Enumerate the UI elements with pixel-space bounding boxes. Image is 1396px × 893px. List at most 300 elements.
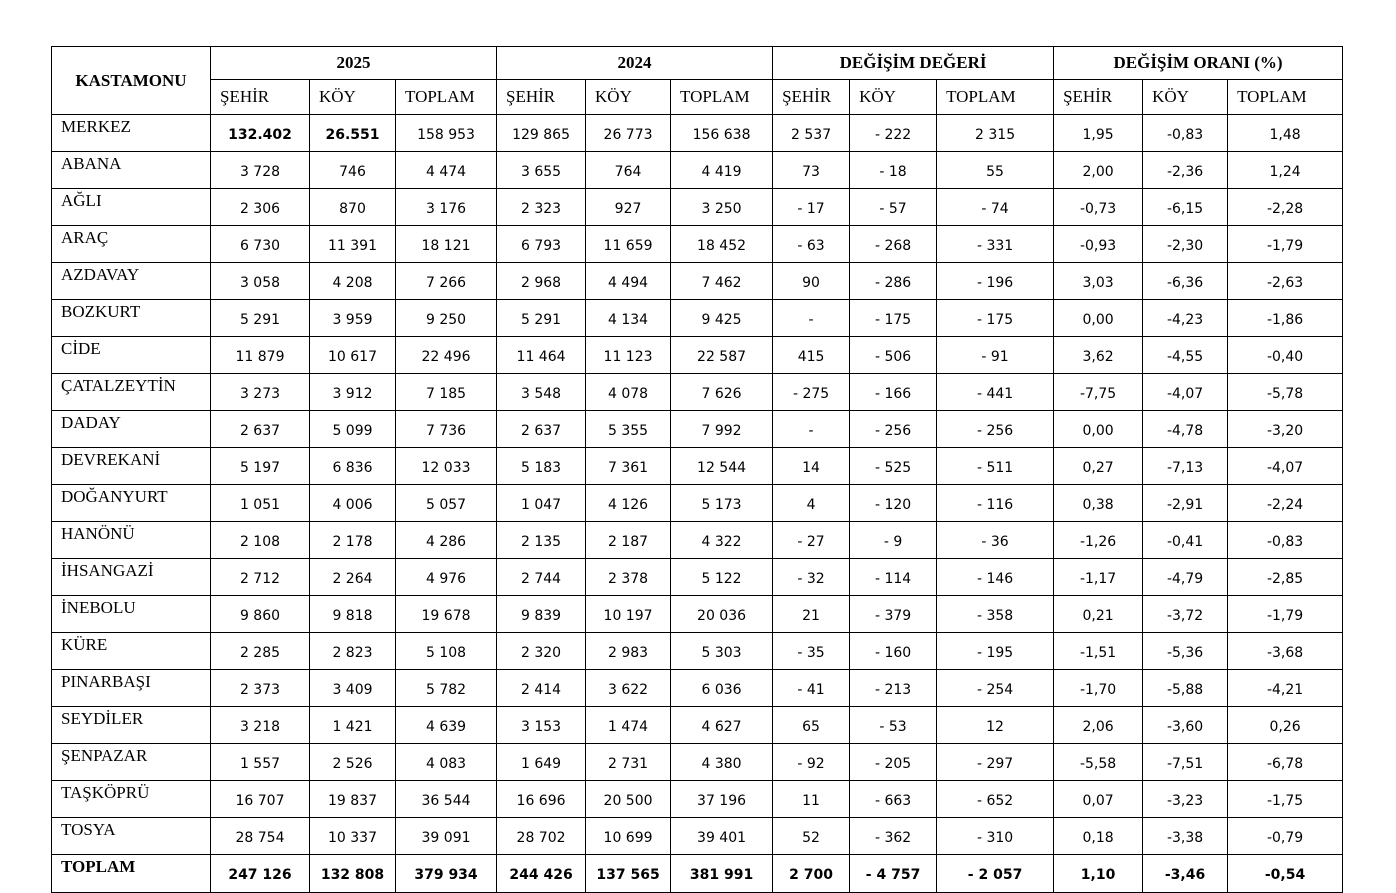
district-name: DOĞANYURT (52, 485, 211, 522)
table-cell: 2 968 (497, 263, 586, 300)
table-row (52, 226, 1343, 263)
table-cell: 3 153 (497, 707, 586, 744)
table-cell: 1 474 (586, 707, 671, 744)
table-cell: 1,95 (1054, 115, 1143, 152)
sub-header-total: TOPLAM (396, 80, 497, 115)
table-cell: 20 500 (586, 781, 671, 818)
table-cell: -4,07 (1228, 448, 1343, 485)
table-row (52, 300, 1343, 337)
table-row (52, 263, 1343, 300)
table-cell: 4 639 (396, 707, 497, 744)
table-cell: - 17 (773, 189, 850, 226)
table-cell: - 35 (773, 633, 850, 670)
table-cell: -1,70 (1054, 670, 1143, 707)
table-cell: - 160 (850, 633, 937, 670)
table-cell: -4,07 (1143, 374, 1228, 411)
table-cell: 1 557 (211, 744, 310, 781)
table-cell: 746 (310, 152, 396, 189)
table-cell: 11 391 (310, 226, 396, 263)
table-cell: -4,23 (1143, 300, 1228, 337)
table-cell: 9 818 (310, 596, 396, 633)
table-cell: 11 659 (586, 226, 671, 263)
table-cell: 22 587 (671, 337, 773, 374)
table-cell: 21 (773, 596, 850, 633)
sub-header-total: TOPLAM (937, 80, 1054, 115)
table-cell: 4 286 (396, 522, 497, 559)
district-name: TOPLAM (52, 855, 211, 893)
table-cell: 7 266 (396, 263, 497, 300)
sub-header-total: TOPLAM (671, 80, 773, 115)
district-name: KÜRE (52, 633, 211, 670)
table-row (52, 744, 1343, 781)
table-cell: 2 108 (211, 522, 310, 559)
table-cell: 4 083 (396, 744, 497, 781)
table-cell: -5,88 (1143, 670, 1228, 707)
table-cell: -0,93 (1054, 226, 1143, 263)
table-cell: 28 702 (497, 818, 586, 855)
table-cell: - (773, 411, 850, 448)
table-cell: 36 544 (396, 781, 497, 818)
table-cell: 5 197 (211, 448, 310, 485)
table-cell: 5 108 (396, 633, 497, 670)
table-cell: 26.551 (310, 115, 396, 152)
district-name: CİDE (52, 337, 211, 374)
table-cell: 5 183 (497, 448, 586, 485)
table-cell: -3,72 (1143, 596, 1228, 633)
table-header (52, 47, 1343, 115)
table-cell: 5 057 (396, 485, 497, 522)
table-cell: - 652 (937, 781, 1054, 818)
table-cell: 2 526 (310, 744, 396, 781)
group-header-2024: 2024 (497, 47, 773, 80)
district-name: BOZKURT (52, 300, 211, 337)
table-row (52, 152, 1343, 189)
table-cell: 1 649 (497, 744, 586, 781)
table-row (52, 670, 1343, 707)
table-cell: - (773, 300, 850, 337)
table-cell: 3,62 (1054, 337, 1143, 374)
table-cell: - 166 (850, 374, 937, 411)
table-cell: 39 401 (671, 818, 773, 855)
sub-header-village: KÖY (586, 80, 671, 115)
table-cell: 18 452 (671, 226, 773, 263)
table-cell: 10 197 (586, 596, 671, 633)
table-cell: 4 494 (586, 263, 671, 300)
table-cell: 2,00 (1054, 152, 1143, 189)
table-cell: - 120 (850, 485, 937, 522)
table-cell: 4 322 (671, 522, 773, 559)
table-cell: 4 627 (671, 707, 773, 744)
table-cell: 3 728 (211, 152, 310, 189)
table-cell: 18 121 (396, 226, 497, 263)
table-cell: -3,20 (1228, 411, 1343, 448)
table-cell: - 254 (937, 670, 1054, 707)
district-name: TOSYA (52, 818, 211, 855)
table-cell: 2 373 (211, 670, 310, 707)
table-cell: 0,38 (1054, 485, 1143, 522)
table-cell: 5 355 (586, 411, 671, 448)
table-cell: 3 176 (396, 189, 497, 226)
table-cell: 3 250 (671, 189, 773, 226)
table-row (52, 633, 1343, 670)
table-row (52, 522, 1343, 559)
table-cell: 2 712 (211, 559, 310, 596)
table-cell: 22 496 (396, 337, 497, 374)
table-cell: - 92 (773, 744, 850, 781)
table-cell: -1,75 (1228, 781, 1343, 818)
table-cell: 158 953 (396, 115, 497, 152)
table-cell: 1,48 (1228, 115, 1343, 152)
district-name: ÇATALZEYTİN (52, 374, 211, 411)
table-cell: - 331 (937, 226, 1054, 263)
table-cell: - 297 (937, 744, 1054, 781)
table-cell: 2 731 (586, 744, 671, 781)
table-cell: - 53 (850, 707, 937, 744)
table-cell: - 511 (937, 448, 1054, 485)
table-cell: 0,21 (1054, 596, 1143, 633)
district-name: DEVREKANİ (52, 448, 211, 485)
table-cell: 11 464 (497, 337, 586, 374)
table-cell: 4 134 (586, 300, 671, 337)
table-cell: - 256 (850, 411, 937, 448)
table-cell: 39 091 (396, 818, 497, 855)
table-cell: 0,18 (1054, 818, 1143, 855)
table-cell: 2 306 (211, 189, 310, 226)
table-cell: -4,55 (1143, 337, 1228, 374)
table-cell: 2 320 (497, 633, 586, 670)
table-cell: -2,85 (1228, 559, 1343, 596)
table-cell: 7 462 (671, 263, 773, 300)
table-cell: 2 983 (586, 633, 671, 670)
table-cell: 2 315 (937, 115, 1054, 152)
table-cell: 3 218 (211, 707, 310, 744)
sub-header-row (52, 80, 1343, 115)
table-cell: 3 409 (310, 670, 396, 707)
table-cell: 2 537 (773, 115, 850, 152)
table-cell: 5 291 (211, 300, 310, 337)
group-header-row (52, 47, 1343, 80)
district-name: MERKEZ (52, 115, 211, 152)
group-header-change-rate: DEĞİŞİM ORANI (%) (1054, 47, 1343, 80)
table-cell: 1,10 (1054, 855, 1143, 893)
table-cell: 1 421 (310, 707, 396, 744)
table-cell: 16 696 (497, 781, 586, 818)
table-cell: 6 036 (671, 670, 773, 707)
table-cell: 2 285 (211, 633, 310, 670)
table-cell: 2 823 (310, 633, 396, 670)
district-name: AĞLI (52, 189, 211, 226)
population-table (51, 46, 1343, 893)
table-cell: -3,68 (1228, 633, 1343, 670)
table-cell: 4 126 (586, 485, 671, 522)
table-cell: 9 425 (671, 300, 773, 337)
table-cell: 132.402 (211, 115, 310, 152)
table-cell: -3,23 (1143, 781, 1228, 818)
sub-header-village: KÖY (1143, 80, 1228, 115)
district-name: PINARBAŞI (52, 670, 211, 707)
table-cell: 2 178 (310, 522, 396, 559)
table-cell: 4 208 (310, 263, 396, 300)
table-cell: -1,86 (1228, 300, 1343, 337)
table-cell: 10 617 (310, 337, 396, 374)
table-cell: -6,36 (1143, 263, 1228, 300)
table-cell: 12 544 (671, 448, 773, 485)
table-cell: 2 637 (211, 411, 310, 448)
table-cell: 7 736 (396, 411, 497, 448)
table-cell: -2,63 (1228, 263, 1343, 300)
table-cell: 0,00 (1054, 300, 1143, 337)
table-row (52, 337, 1343, 374)
table-cell: -2,91 (1143, 485, 1228, 522)
table-cell: - 4 757 (850, 855, 937, 893)
table-cell: -2,28 (1228, 189, 1343, 226)
table-cell: -2,36 (1143, 152, 1228, 189)
table-cell: - 2 057 (937, 855, 1054, 893)
table-cell: 415 (773, 337, 850, 374)
table-cell: - 256 (937, 411, 1054, 448)
district-name: DADAY (52, 411, 211, 448)
table-cell: -1,79 (1228, 226, 1343, 263)
table-cell: - 196 (937, 263, 1054, 300)
table-cell: 3 622 (586, 670, 671, 707)
table-cell: 5 122 (671, 559, 773, 596)
table-cell: -0,83 (1143, 115, 1228, 152)
table-row (52, 818, 1343, 855)
table-cell: -4,21 (1228, 670, 1343, 707)
table-body (52, 115, 1343, 893)
table-cell: - 268 (850, 226, 937, 263)
table-cell: 2 135 (497, 522, 586, 559)
table-cell: - 310 (937, 818, 1054, 855)
table-cell: 55 (937, 152, 1054, 189)
table-cell: 4 006 (310, 485, 396, 522)
table-cell: 3 273 (211, 374, 310, 411)
table-cell: 129 865 (497, 115, 586, 152)
table-cell: -7,75 (1054, 374, 1143, 411)
district-name: ARAÇ (52, 226, 211, 263)
table-cell: -0,83 (1228, 522, 1343, 559)
table-row (52, 559, 1343, 596)
sub-header-city: ŞEHİR (211, 80, 310, 115)
table-cell: 28 754 (211, 818, 310, 855)
table-cell: 65 (773, 707, 850, 744)
table-row (52, 707, 1343, 744)
table-cell: - 116 (937, 485, 1054, 522)
table-cell: 4 474 (396, 152, 497, 189)
table-cell: 381 991 (671, 855, 773, 893)
table-cell: -0,40 (1228, 337, 1343, 374)
table-cell: - 57 (850, 189, 937, 226)
table-cell: 3,03 (1054, 263, 1143, 300)
table-cell: 7 361 (586, 448, 671, 485)
sub-header-city: ŞEHİR (1054, 80, 1143, 115)
table-cell: 3 058 (211, 263, 310, 300)
table-cell: 0,07 (1054, 781, 1143, 818)
table-cell: 90 (773, 263, 850, 300)
table-cell: 3 655 (497, 152, 586, 189)
table-cell: 2 378 (586, 559, 671, 596)
table-cell: - 175 (937, 300, 1054, 337)
table-cell: 5 173 (671, 485, 773, 522)
table-cell: 4 078 (586, 374, 671, 411)
table-cell: 4 419 (671, 152, 773, 189)
table-cell: 11 879 (211, 337, 310, 374)
table-cell: 3 548 (497, 374, 586, 411)
sub-header-village: KÖY (850, 80, 937, 115)
table-cell: 10 337 (310, 818, 396, 855)
table-cell: 2 323 (497, 189, 586, 226)
table-cell: -0,73 (1054, 189, 1143, 226)
table-cell: 11 (773, 781, 850, 818)
table-cell: 10 699 (586, 818, 671, 855)
table-cell: 19 678 (396, 596, 497, 633)
table-cell: - 222 (850, 115, 937, 152)
table-cell: 0,26 (1228, 707, 1343, 744)
table-cell: 9 250 (396, 300, 497, 337)
table-cell: -6,78 (1228, 744, 1343, 781)
table-row (52, 189, 1343, 226)
total-row (52, 855, 1343, 893)
table-cell: 2 700 (773, 855, 850, 893)
table-cell: -1,17 (1054, 559, 1143, 596)
table-cell: -7,51 (1143, 744, 1228, 781)
table-cell: 11 123 (586, 337, 671, 374)
table-cell: 12 (937, 707, 1054, 744)
group-header-change-value: DEĞİŞİM DEĞERİ (773, 47, 1054, 80)
table-cell: 4 976 (396, 559, 497, 596)
district-name: İHSANGAZİ (52, 559, 211, 596)
district-name: ŞENPAZAR (52, 744, 211, 781)
corner-label: KASTAMONU (52, 47, 211, 115)
table-cell: -7,13 (1143, 448, 1228, 485)
district-name: SEYDİLER (52, 707, 211, 744)
table-cell: 0,00 (1054, 411, 1143, 448)
table-cell: 19 837 (310, 781, 396, 818)
table-cell: - 32 (773, 559, 850, 596)
table-cell: 7 626 (671, 374, 773, 411)
table-row (52, 781, 1343, 818)
table-cell: - 41 (773, 670, 850, 707)
table-cell: -0,54 (1228, 855, 1343, 893)
table-row (52, 115, 1343, 152)
table-cell: -1,26 (1054, 522, 1143, 559)
table-cell: - 663 (850, 781, 937, 818)
table-cell: -4,78 (1143, 411, 1228, 448)
table-cell: 132 808 (310, 855, 396, 893)
table-cell: - 506 (850, 337, 937, 374)
table-row (52, 411, 1343, 448)
sub-header-village: KÖY (310, 80, 396, 115)
table-cell: - 175 (850, 300, 937, 337)
table-cell: 2 187 (586, 522, 671, 559)
table-cell: 5 291 (497, 300, 586, 337)
table-cell: - 91 (937, 337, 1054, 374)
table-cell: 4 (773, 485, 850, 522)
district-name: İNEBOLU (52, 596, 211, 633)
table-cell: - 362 (850, 818, 937, 855)
table-cell: - 9 (850, 522, 937, 559)
table-cell: 4 380 (671, 744, 773, 781)
table-cell: - 27 (773, 522, 850, 559)
table-cell: 5 099 (310, 411, 396, 448)
table-cell: 73 (773, 152, 850, 189)
table-cell: 764 (586, 152, 671, 189)
table-cell: 12 033 (396, 448, 497, 485)
table-cell: -0,79 (1228, 818, 1343, 855)
table-cell: 2 637 (497, 411, 586, 448)
table-cell: 14 (773, 448, 850, 485)
table-cell: 247 126 (211, 855, 310, 893)
table-cell: 20 036 (671, 596, 773, 633)
table-row (52, 448, 1343, 485)
table-cell: 3 959 (310, 300, 396, 337)
table-cell: 26 773 (586, 115, 671, 152)
table-cell: 1,24 (1228, 152, 1343, 189)
table-cell: 6 836 (310, 448, 396, 485)
table-cell: 379 934 (396, 855, 497, 893)
table-cell: -5,78 (1228, 374, 1343, 411)
table-cell: -3,46 (1143, 855, 1228, 893)
table-cell: 7 185 (396, 374, 497, 411)
table-cell: - 205 (850, 744, 937, 781)
table-cell: 7 992 (671, 411, 773, 448)
table-cell: -1,51 (1054, 633, 1143, 670)
sub-header-total: TOPLAM (1228, 80, 1343, 115)
table-cell: 870 (310, 189, 396, 226)
table-cell: 137 565 (586, 855, 671, 893)
table-cell: - 286 (850, 263, 937, 300)
table-cell: 9 839 (497, 596, 586, 633)
table-cell: -5,36 (1143, 633, 1228, 670)
table-cell: -6,15 (1143, 189, 1228, 226)
table-row (52, 596, 1343, 633)
table-cell: 16 707 (211, 781, 310, 818)
table-cell: - 63 (773, 226, 850, 263)
district-name: AZDAVAY (52, 263, 211, 300)
table-cell: -2,30 (1143, 226, 1228, 263)
group-header-2025: 2025 (211, 47, 497, 80)
table-cell: -1,79 (1228, 596, 1343, 633)
table-cell: - 195 (937, 633, 1054, 670)
table-cell: -3,38 (1143, 818, 1228, 855)
table-cell: - 213 (850, 670, 937, 707)
table-cell: - 114 (850, 559, 937, 596)
table-cell: 2 414 (497, 670, 586, 707)
table-cell: - 18 (850, 152, 937, 189)
table-cell: - 146 (937, 559, 1054, 596)
table-cell: - 36 (937, 522, 1054, 559)
table-cell: 6 793 (497, 226, 586, 263)
table-cell: - 525 (850, 448, 937, 485)
district-name: HANÖNÜ (52, 522, 211, 559)
table-cell: -3,60 (1143, 707, 1228, 744)
table-cell: -4,79 (1143, 559, 1228, 596)
table-cell: 0,27 (1054, 448, 1143, 485)
table-cell: - 74 (937, 189, 1054, 226)
table-cell: -5,58 (1054, 744, 1143, 781)
sub-header-city: ŞEHİR (773, 80, 850, 115)
table-cell: 2 744 (497, 559, 586, 596)
table-cell: - 275 (773, 374, 850, 411)
table-cell: 52 (773, 818, 850, 855)
table-cell: 5 782 (396, 670, 497, 707)
district-name: TAŞKÖPRÜ (52, 781, 211, 818)
table-cell: 3 912 (310, 374, 396, 411)
district-name: ABANA (52, 152, 211, 189)
table-cell: 5 303 (671, 633, 773, 670)
table-cell: -0,41 (1143, 522, 1228, 559)
table-cell: 6 730 (211, 226, 310, 263)
